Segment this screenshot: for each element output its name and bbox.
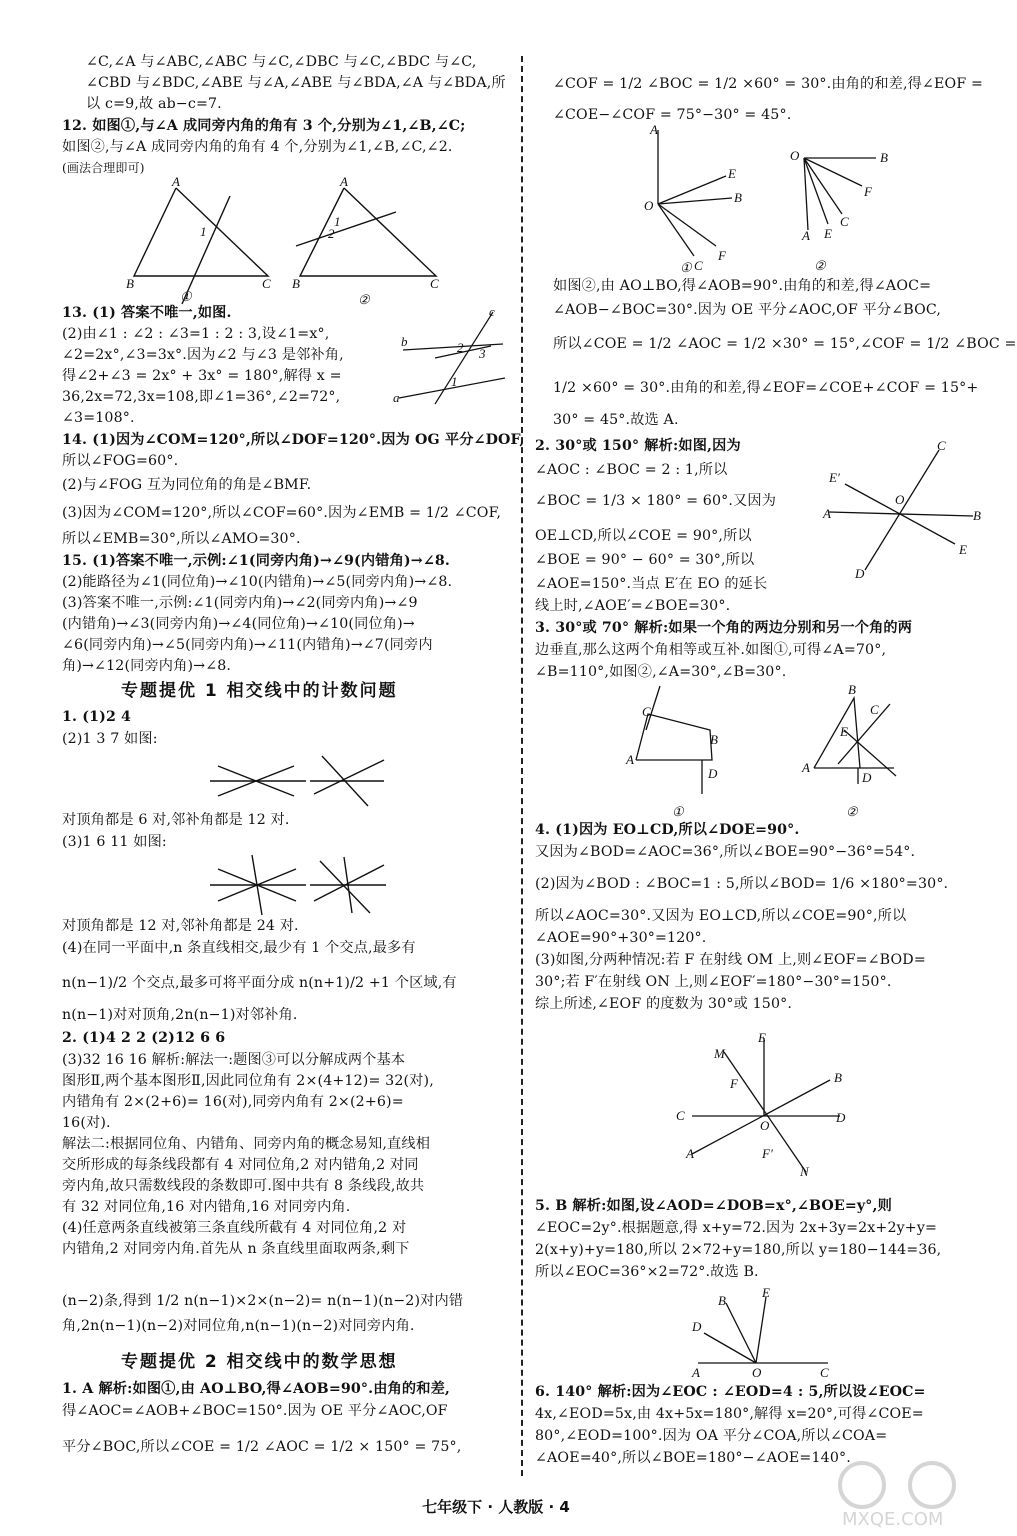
svg-text:M: M: [714, 1046, 725, 1061]
text-line: (2)因为∠BOD : ∠BOC=1 : 5,所以∠BOD= 1/6 ×180°=30°.: [535, 876, 949, 892]
section-heading: 专题提优 2 相交线中的数学思想: [121, 1352, 398, 1372]
lines-figure-3: [210, 750, 390, 810]
svg-text:②: ②: [814, 258, 826, 273]
svg-text:a: a: [393, 390, 400, 405]
text-line: ∠AOE=40°,所以∠BOE=180°−∠AOE=140°.: [535, 1450, 851, 1466]
svg-text:MXQE.COM: MXQE.COM: [842, 1509, 944, 1530]
svg-text:D: D: [862, 770, 872, 785]
text-line: 如图②,由 AO⊥BO,得∠AOB=90°.由角的和差,得∠AOC=: [553, 278, 932, 294]
svg-text:N: N: [800, 1164, 809, 1179]
svg-text:F: F: [730, 1076, 738, 1091]
text-line: 角,2n(n−1)(n−2)对同位角,n(n−1)(n−2)对同旁内角.: [62, 1318, 415, 1334]
svg-text:D: D: [692, 1319, 702, 1334]
svg-text:B: B: [880, 150, 888, 165]
svg-text:F: F: [864, 184, 872, 199]
question-1: 1. A 解析:如图①,由 AO⊥BO,得∠AOB=90°.由角的和差,: [62, 1381, 451, 1397]
angle-figure-q2: [815, 438, 985, 581]
text-line: (3)答案不唯一,示例:∠1(同旁内角)→∠2(同旁内角)→∠9: [62, 595, 418, 611]
text-line: ∠AOB−∠BOC=30°.因为 OE 平分∠AOC,OF 平分∠BOC,: [553, 302, 942, 318]
text-line: 所以∠COE = 1/2 ∠AOC = 1/2 ×30° = 15°,∠COF = 1/2 ∠BOC =: [553, 336, 1017, 352]
text-line: 80°,∠EOD=100°.因为 OA 平分∠COA,所以∠COA=: [535, 1428, 888, 1444]
text-line: 内错角,2 对同旁内角.首先从 n 条直线里面取两条,剩下: [62, 1241, 410, 1257]
text-line: (3)1 6 11 如图:: [62, 834, 167, 850]
svg-text:C: C: [937, 438, 946, 453]
text-line: ∠BOE = 90° − 60° = 30°,所以: [535, 552, 755, 568]
svg-text:②: ②: [358, 292, 370, 307]
question-3: 3. 30°或 70° 解析:如果一个角的两边分别和另一个角的两: [535, 620, 913, 636]
text-line: ∠BOC = 1/3 × 180° = 60°.又因为: [535, 493, 777, 509]
angle-figure-r1: [640, 124, 750, 274]
svg-text:O: O: [790, 148, 800, 163]
text-line: ∠AOE=150°.当点 E′在 EO 的延长: [535, 576, 768, 592]
text-line: 16(对).: [62, 1115, 111, 1131]
svg-text:1: 1: [451, 374, 458, 389]
text-line: ∠3=108°.: [62, 410, 135, 426]
text-line: 得∠AOC=∠AOB+∠BOC=150°.因为 OE 平分∠AOC,OF: [62, 1403, 448, 1419]
parallel-lines-figure: [395, 306, 515, 406]
text-line: 又因为∠BOD=∠AOC=36°,所以∠BOE=90°−36°=54°.: [535, 844, 916, 860]
svg-text:O: O: [895, 492, 905, 507]
svg-text:B: B: [973, 508, 981, 523]
svg-text:B: B: [710, 732, 718, 747]
text-line: (2)由∠1 : ∠2 : ∠3=1 : 2 : 3,设∠1=x°,: [62, 326, 330, 342]
svg-text:B: B: [734, 190, 742, 205]
svg-text:B: B: [126, 276, 134, 291]
text-line: 1/2 ×60° = 30°.由角的和差,得∠EOF=∠COE+∠COF = 15°+: [553, 380, 979, 396]
angle-figure-r2: [790, 144, 900, 279]
svg-text:A: A: [650, 122, 658, 137]
text-line: OE⊥CD,所以∠COE = 90°,所以: [535, 528, 752, 544]
svg-text:②: ②: [846, 804, 858, 819]
question-5: 5. B 解析:如图,设∠AOD=∠DOB=x°,∠BOE=y°,则: [535, 1198, 892, 1214]
text-line: 综上所述,∠EOF 的度数为 30°或 150°.: [535, 996, 793, 1012]
svg-text:A: A: [802, 760, 810, 775]
text-line: 得∠2+∠3 = 2x° + 3x° = 180°,解得 x =: [62, 368, 342, 384]
question-12: 12. 如图①,与∠A 成同旁内角的角有 3 个,分别为∠1,∠B,∠C;: [62, 118, 466, 134]
watermark-logo: [822, 1455, 972, 1530]
page-footer: 七年级下 · 人教版 · 4: [422, 1498, 570, 1516]
triangle-figure-1: [120, 176, 280, 306]
lines-figure-4: [210, 855, 390, 915]
text-line: 如图②,与∠A 成同旁内角的角有 4 个,分别为∠1,∠B,∠C,∠2.: [62, 139, 453, 155]
text-line: 角)→∠12(同旁内角)→∠8.: [62, 658, 232, 674]
svg-text:A: A: [802, 228, 810, 243]
text-line: ∠EOC=2y°.根据题意,得 x+y=72.因为 2x+3y=2x+2y+y=: [535, 1220, 938, 1236]
text-line: (4)任意两条直线被第三条直线所截有 4 对同位角,2 对: [62, 1220, 407, 1236]
text-line: 对顶角都是 6 对,邻补角都是 12 对.: [62, 812, 290, 828]
svg-text:C: C: [262, 276, 271, 291]
svg-text:①: ①: [672, 804, 684, 819]
text-line: (2)1 3 7 如图:: [62, 731, 158, 747]
text-line: n(n−1)对对顶角,2n(n−1)对邻补角.: [62, 1007, 298, 1023]
svg-text:E: E: [840, 724, 848, 739]
svg-text:A: A: [686, 1146, 694, 1161]
text-line: 30° = 45°.故选 A.: [553, 412, 679, 428]
svg-text:E: E: [824, 226, 832, 241]
text-line: (内错角)→∠3(同旁内角)→∠4(同位角)→∠10(同位角)→: [62, 616, 415, 632]
question-4: 4. (1)因为 EO⊥CD,所以∠DOE=90°.: [535, 822, 800, 838]
text-line: 边垂直,那么这两个角相等或互补.如图①,可得∠A=70°,: [535, 642, 887, 658]
text-line: 线上时,∠AOE′=∠BOE=30°.: [535, 598, 731, 614]
text-line: 旁内角,故只需数线段的条数即可.图中共有 8 条线段,故共: [62, 1178, 425, 1194]
text-line: (3)如图,分两种情况:若 F 在射线 OM 上,则∠EOF=∠BOD=: [535, 952, 926, 968]
svg-text:3: 3: [479, 346, 486, 361]
text-line: 交所形成的每条线段都有 4 对同位角,2 对内错角,2 对同: [62, 1157, 419, 1173]
question-14: 14. (1)因为∠COM=120°,所以∠DOF=120°.因为 OG 平分∠DOF,: [62, 432, 525, 448]
svg-text:B: B: [718, 1293, 726, 1308]
svg-text:E: E: [959, 542, 967, 557]
text-line: 2(x+y)+y=180,所以 2×72+y=180,所以 y=180−144=36,: [535, 1242, 942, 1258]
svg-text:C: C: [430, 276, 439, 291]
text-line: (3)因为∠COM=120°,所以∠COF=60°.因为∠EMB = 1/2 ∠COF,: [62, 505, 502, 521]
question-6: 6. 140° 解析:因为∠EOC : ∠EOD=4 : 5,所以设∠EOC=: [535, 1384, 926, 1400]
text-line: 解法二:根据同位角、内错角、同旁内角的概念易知,直线相: [62, 1136, 431, 1152]
text-line: ∠COF = 1/2 ∠BOC = 1/2 ×60° = 30°.由角的和差,得∠EOF =: [553, 76, 984, 92]
svg-text:E: E: [728, 166, 736, 181]
svg-text:O: O: [760, 1118, 770, 1133]
svg-text:B: B: [848, 682, 856, 697]
svg-text:A: A: [340, 174, 348, 189]
text-line: ∠COE−∠COF = 75°−30° = 45°.: [553, 107, 792, 123]
svg-text:E′: E′: [829, 470, 840, 485]
text-line: (3)32 16 16 解析:解法一:题图③可以分解成两个基本: [62, 1052, 406, 1068]
text-line: 所以∠EMB=30°,所以∠AMO=30°.: [62, 531, 301, 547]
svg-text:C: C: [840, 214, 849, 229]
text-line: ∠2=2x°,∠3=3x°.因为∠2 与∠3 是邻补角,: [62, 347, 344, 363]
rays-figure-q4: [672, 1030, 852, 1180]
text-line: 4x,∠EOD=5x,由 4x+5x=180°,解得 x=20°,可得∠COE=: [535, 1406, 924, 1422]
svg-text:F: F: [718, 248, 726, 263]
text-line: ∠6(同旁内角)→∠5(同旁内角)→∠11(内错角)→∠7(同旁内: [62, 637, 433, 653]
svg-text:2: 2: [457, 340, 464, 355]
text-line: 内错角有 2×(2+6)= 16(对),同旁内角有 2×(2+6)=: [62, 1094, 404, 1110]
text-line: 所以∠EOC=36°×2=72°.故选 B.: [535, 1264, 759, 1280]
svg-text:D: D: [855, 566, 865, 581]
text-line: 对顶角都是 12 对,邻补角都是 24 对.: [62, 918, 299, 934]
svg-text:A: A: [823, 506, 831, 521]
svg-text:1: 1: [200, 224, 207, 239]
svg-text:C: C: [642, 704, 651, 719]
svg-text:O: O: [752, 1365, 762, 1380]
text-line: ∠C,∠A 与∠ABC,∠ABC 与∠C,∠DBC 与∠C,∠BDC 与∠C,: [86, 54, 477, 70]
svg-text:2: 2: [328, 226, 335, 241]
text-line: (n−2)条,得到 1/2 n(n−1)×2×(n−2)= n(n−1)(n−2)对内错: [62, 1293, 464, 1309]
svg-text:①: ①: [680, 260, 692, 275]
perpendicular-figure-1: [622, 684, 742, 819]
text-line: 所以∠AOC=30°.又因为 EO⊥CD,所以∠COE=90°,所以: [535, 908, 907, 924]
text-line: 平分∠BOC,所以∠COE = 1/2 ∠AOC = 1/2 × 150° = 75°,: [62, 1439, 462, 1455]
svg-text:E: E: [758, 1030, 766, 1045]
text-line: (4)在同一平面中,n 条直线相交,最少有 1 个交点,最多有: [62, 940, 416, 956]
column-divider: [521, 56, 523, 1476]
text-line: 图形Ⅱ,两个基本图形Ⅱ,因此同位角有 2×(4+12)= 32(对),: [62, 1073, 434, 1089]
section-heading: 专题提优 1 相交线中的计数问题: [121, 681, 398, 701]
svg-text:A: A: [692, 1365, 700, 1380]
text-line: ∠AOC : ∠BOC = 2 : 1,所以: [535, 462, 728, 478]
svg-text:O: O: [644, 198, 654, 213]
svg-text:C: C: [676, 1108, 685, 1123]
text-line: n(n−1)/2 个交点,最多可将平面分成 n(n+1)/2 +1 个区域,有: [62, 975, 457, 991]
text-line: ∠B=110°,如图②,∠A=30°,∠B=30°.: [535, 664, 787, 680]
text-line: 所以∠FOG=60°.: [62, 453, 179, 469]
question-1: 1. (1)2 4: [62, 709, 132, 725]
text-line: 以 c=9,故 ab−c=7.: [86, 96, 222, 112]
perpendicular-figure-2: [800, 680, 910, 820]
question-2: 2. 30°或 150° 解析:如图,因为: [535, 438, 741, 454]
svg-text:①: ①: [180, 289, 192, 304]
note: (画法合理即可): [62, 161, 145, 175]
svg-text:F′: F′: [762, 1146, 773, 1161]
rays-figure-q5: [690, 1285, 840, 1380]
text-line: 36,2x=72,3x=108,即∠1=36°,∠2=72°,: [62, 389, 341, 405]
label-a: A: [172, 174, 180, 189]
svg-text:B: B: [834, 1070, 842, 1085]
svg-text:b: b: [401, 334, 408, 349]
question-2: 2. (1)4 2 2 (2)12 6 6: [62, 1030, 226, 1046]
svg-text:1: 1: [334, 214, 341, 229]
svg-text:B: B: [292, 276, 300, 291]
text-line: ∠AOE=90°+30°=120°.: [535, 930, 707, 946]
triangle-figure-2: [290, 176, 450, 306]
svg-text:C: C: [820, 1365, 829, 1380]
text-line: 有 32 对同位角,16 对内错角,16 对同旁内角.: [62, 1199, 351, 1215]
svg-text:D: D: [836, 1110, 846, 1125]
svg-text:C: C: [694, 258, 703, 273]
text-line: ∠CBD 与∠BDC,∠ABE 与∠A,∠ABE 与∠BDA,∠A 与∠BDA,所: [86, 75, 506, 91]
question-13: 13. (1) 答案不唯一,如图.: [62, 305, 232, 321]
text-line: (2)能路径为∠1(同位角)→∠10(内错角)→∠5(同旁内角)→∠8.: [62, 574, 453, 590]
svg-text:c: c: [489, 304, 495, 319]
svg-text:D: D: [708, 766, 718, 781]
text-line: 30°;若 F′在射线 ON 上,则∠EOF′=180°−30°=150°.: [535, 974, 892, 990]
svg-text:A: A: [626, 752, 634, 767]
question-15: 15. (1)答案不唯一,示例:∠1(同旁内角)→∠9(内错角)→∠8.: [62, 553, 450, 569]
svg-text:E: E: [762, 1285, 770, 1300]
text-line: (2)与∠FOG 互为同位角的角是∠BMF.: [62, 477, 312, 493]
svg-text:C: C: [870, 702, 879, 717]
